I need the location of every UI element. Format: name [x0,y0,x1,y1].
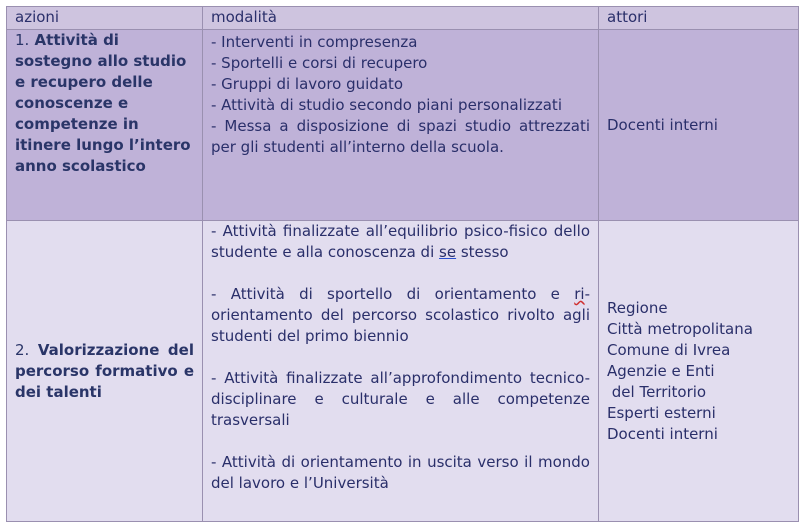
mode-text: -orientamento del percorso scolastico rivolto agli studenti del primo biennio [211,285,590,345]
mode-item: - Attività di orientamento in uscita verso il mondo del lavoro e l’Università [211,453,590,492]
mode-item [211,284,590,347]
action-cell [7,221,203,522]
mode-item: - Attività di studio secondo piani personalizzati [211,96,562,114]
mode-item: - Attività finalizzate all’approfondimento tecnico- disciplinare e culturale e alle competenze trasversali [211,369,590,429]
mode-item: - Interventi in compresenza [211,33,418,51]
actors-cell [599,30,799,221]
actor-item: Comune di Ivrea [607,340,731,359]
action-cell [7,30,203,221]
actor-item: Agenzie e Enti [607,361,715,380]
mode-text: - Attività di sportello di orientamento e [211,285,560,303]
action-title: Valorizzazione del percorso formativo e dei talenti [15,340,194,401]
mode-text: - Attività finalizzate all’equilibrio psico-fisico dello studente e alla conoscenza di [211,222,590,261]
actors-cell [599,221,799,522]
actor-item: del Territorio [607,382,707,401]
mode-item: - Messa a disposizione di spazi studio attrezzati per gli studenti all’interno della scuola. [211,117,590,156]
modes-cell [203,30,599,221]
table-row [7,221,799,522]
actor-item: Città metropolitana [607,319,753,338]
header-azioni: azioni [7,7,203,30]
mode-item [211,221,590,263]
actor-item: Esperti esterni [607,403,716,422]
action-number: 2. [15,340,30,359]
actions-table [6,6,799,522]
actor-item: Docenti interni [607,424,718,443]
header-attori: attori [599,7,799,30]
mode-item: - Sportelli e corsi di recupero [211,54,428,72]
mode-text: stesso [456,243,509,261]
mode-item: - Gruppi di lavoro guidato [211,75,404,93]
header-modalita: modalità [203,7,599,30]
mode-text: se [439,243,457,261]
action-title: Attività di sostegno allo studio e recupero delle conoscenze e competenze in itinere lungo l’intero anno scolastico [15,31,191,175]
actor-item: Regione [607,298,668,317]
table-header-row [7,7,799,30]
table-row [7,30,799,221]
actor-item: Docenti interni [607,115,718,134]
action-number: 1. [15,31,30,49]
mode-text: ri [574,285,585,303]
modes-cell [203,221,599,522]
